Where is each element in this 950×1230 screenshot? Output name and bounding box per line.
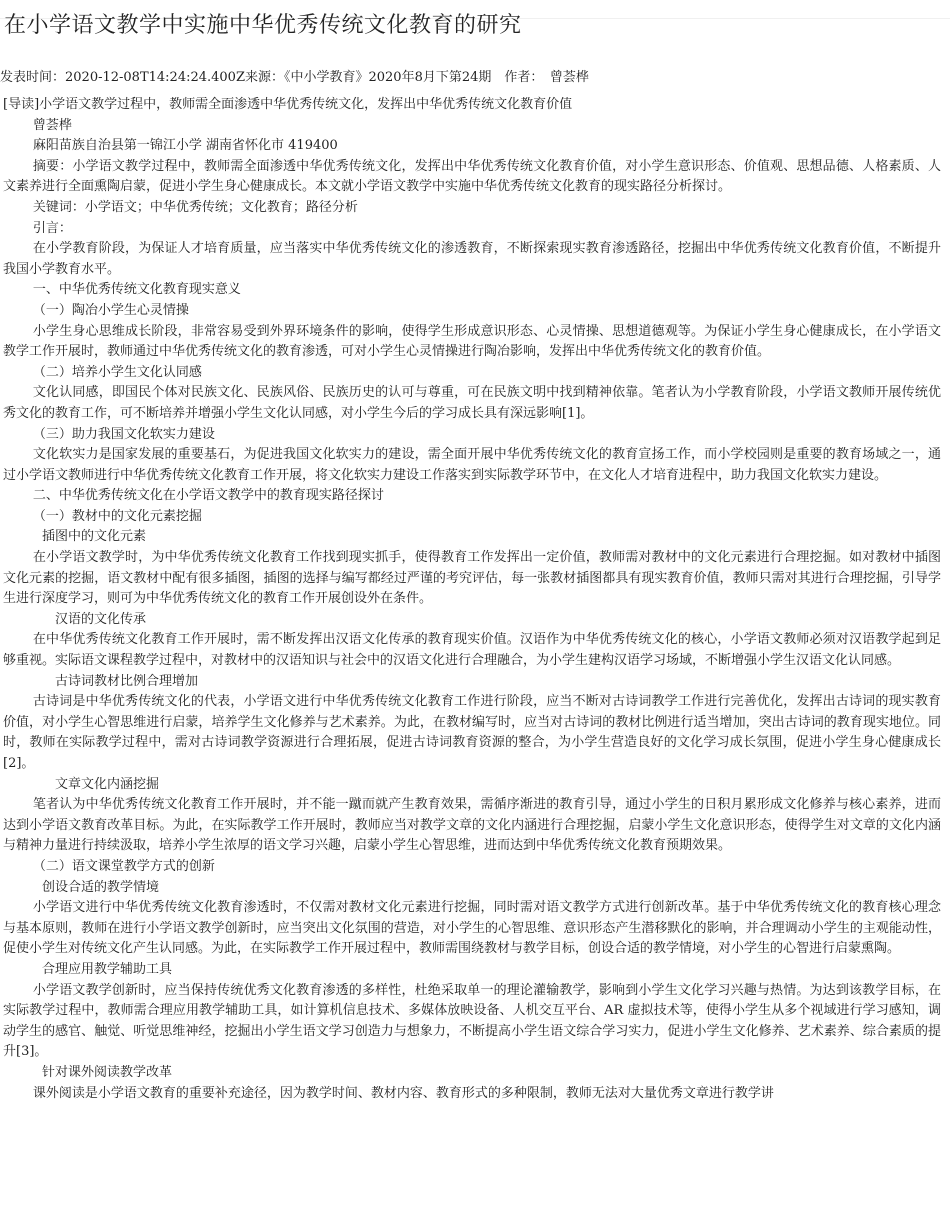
paragraph: 插图中的文化元素 [42,529,147,545]
paragraph: 小学语文进行中华优秀传统文化教育渗透时，不仅需对教材文化元素进行挖掘，同时需对语文教学方式进行创新改革。基于中华优秀传统文化的教育核心理念与基本原则，教师在进行小学语文教学创新时，应当突出文化氛围的营造，对小学生的心智思维、意识形态产生潜移默化的影响，并合理调动小学生的主观能动性，促使小学生对传统文化产生认同感。为此，在实际教学工作开展过程中，教师需围绕教材与教学目标，创设合适的教学情境，对小学生的心智进行启蒙熏陶。 [3,900,941,957]
paragraph: 合理应用教学辅助工具 [42,961,173,977]
article-meta: 发表时间：2020-12-08T14:24:24.400Z来源：《中小学教育》2020年8月下第24期 作者： 曾荟桦 [0,70,589,85]
paragraph: （二）培养小学生文化认同感 [32,364,202,380]
page-title: 在小学语文教学中实施中华优秀传统文化教育的研究 [4,13,522,38]
paragraph: （一）教材中的文化元素挖掘 [32,508,202,524]
paragraph: 在小学教育阶段，为保证人才培育质量，应当落实中华优秀传统文化的渗透教育，不断探索现实教育渗透路径，挖掘出中华优秀传统文化教育价值，不断提升我国小学教育水平。 [3,241,941,277]
paragraph: 文化认同感，即国民个体对民族文化、民族风俗、民族历史的认可与尊重，可在民族文明中找到精神依靠。笔者认为小学教育阶段，小学语文教师开展传统优秀文化的教育工作，可不断培养并增强小学生文化认同感，对小学生今后的学习成长具有深远影响[1]。 [3,385,941,421]
paragraph: 古诗词教材比例合理增加 [55,673,199,689]
paragraph: 笔者认为中华优秀传统文化教育工作开展时，并不能一蹴而就产生教育效果，需循序渐进的教育引导，通过小学生的日积月累形成文化修养与核心素养，进而达到小学语文教育改革目标。为此，在实际教学工作开展时，教师应当对教学文章的文化内涵进行合理挖掘，启蒙小学生文化意识形态，使得学生对文章的文化内涵与精神力量进行持续汲取，培养小学生浓厚的语文学习兴趣，启蒙小学生心智思维，进而达到中华优秀传统文化教育预期效果。 [3,797,941,854]
paragraph: 麻阳苗族自治县第一锦江小学 湖南省怀化市 419400 [32,138,338,154]
paragraph: 创设合适的教学情境 [42,879,160,895]
paragraph: （二）语文课堂教学方式的创新 [32,858,215,874]
paragraph: （三）助力我国文化软实力建设 [32,426,215,442]
paragraph: 关键词：小学语文；中华优秀传统；文化教育；路径分析 [32,199,358,215]
paragraph: 汉语的文化传承 [55,611,147,627]
paragraph: 摘要：小学语文教学过程中，教师需全面渗透中华优秀传统文化，发挥出中华优秀传统文化教育价值，对小学生意识形态、价值观、思想品德、人格素质、人文素养进行全面熏陶启蒙，促进小学生身心健康成长。本文就小学语文教学中实施中华优秀传统文化教育的现实路径分析探讨。 [3,158,941,195]
paragraph: 引言： [32,220,72,236]
paragraph: 针对课外阅读教学改革 [42,1064,173,1080]
paragraph: [导读]小学语文教学过程中，教师需全面渗透中华优秀传统文化，发挥出中华优秀传统文化教育价值 [3,97,573,112]
paragraph: 课外阅读是小学语文教育的重要补充途径，因为教学时间、教材内容、教育形式的多种限制，教师无法对大量优秀文章进行教学讲 [32,1085,774,1101]
article-body [3,95,941,1104]
paragraph: （一）陶冶小学生心灵情操 [32,302,189,318]
paragraph: 文化软实力是国家发展的重要基石，为促进我国文化软实力的建设，需全面开展中华优秀传统文化的教育宣扬工作，而小学校园则是重要的教育场域之一，通过小学语文教师进行中华优秀传统文化教育工作开展，将文化软实力建设工作落实到实际教学环节中，在文化人才培育进程中，助力我国文化软实力建设。 [3,447,941,483]
paragraph: 小学生身心思维成长阶段，非常容易受到外界环境条件的影响，使得学生形成意识形态、心灵情操、思想道德观等。为保证小学生身心健康成长，在小学语文教学工作开展时，教师通过中华优秀传统文化的教育渗透，可对小学生心灵情操进行陶冶影响，发挥出中华优秀传统文化的教育价值。 [3,323,941,360]
paragraph: 在小学语文教学时，为中华优秀传统文化教育工作找到现实抓手，使得教育工作发挥出一定价值，教师需对教材中的文化元素进行合理挖掘。如对教材中插图文化元素的挖掘，语文教材中配有很多插图，插图的选择与编写都经过严谨的考究评估，每一张教材插图都具有现实教育价值，教师只需对其进行合理挖掘，引导学生进行深度学习，则可为中华优秀传统文化的教育工作开展创设外在条件。 [3,550,941,607]
paragraph: 一、中华优秀传统文化教育现实意义 [32,282,241,298]
paragraph: 文章文化内涵挖掘 [55,776,160,792]
paragraph: 古诗词是中华优秀传统文化的代表，小学语文进行中华优秀传统文化教育工作进行阶段，应当不断对古诗词教学工作进行完善优化，发挥出古诗词的现实教育价值，对小学生心智思维进行启蒙，培养学生文化修养与艺术素养。为此，在教材编写时，应当对古诗词的教材比例进行适当增加，突出古诗词的教育现实地位。同时，教师在实际教学过程中，需对古诗词教学资源进行合理拓展，促进古诗词教育资源的整合，为小学生营造良好的文化学习成长氛围，促进小学生身心健康成长[2]。 [3,694,941,771]
paragraph: 小学语文教学创新时，应当保持传统优秀文化教育渗透的多样性，杜绝采取单一的理论灌输教学，影响到小学生文化学习兴趣与热情。为达到该教学目标，在实际教学过程中，教师需合理应用教学辅助工具，如计算机信息技术、多媒体放映设备、人机交互平台、AR 虚拟技术等，使得小学生从多个视域进行学习感知，调动学生的感官、触觉、听觉思维神经，挖掘出小学生语文学习创造力与想象力，不断提高小学生语文综合学习实力，促进小学生文化修养、艺术素养、综合素质的提升[3]。 [3,982,941,1060]
paragraph: 二、中华优秀传统文化在小学语文教学中的教育现实路径探讨 [32,488,384,504]
paragraph: 曾荟桦 [32,117,72,133]
paragraph: 在中华优秀传统文化教育工作开展时，需不断发挥出汉语文化传承的教育现实价值。汉语作为中华优秀传统文化的核心，小学语文教师必须对汉语教学起到足够重视。实际语文课程教学过程中，对教材中的汉语知识与社会中的汉语文化进行合理融合，为小学生建构汉语学习场域，不断增强小学生汉语文化认同感。 [3,632,941,669]
